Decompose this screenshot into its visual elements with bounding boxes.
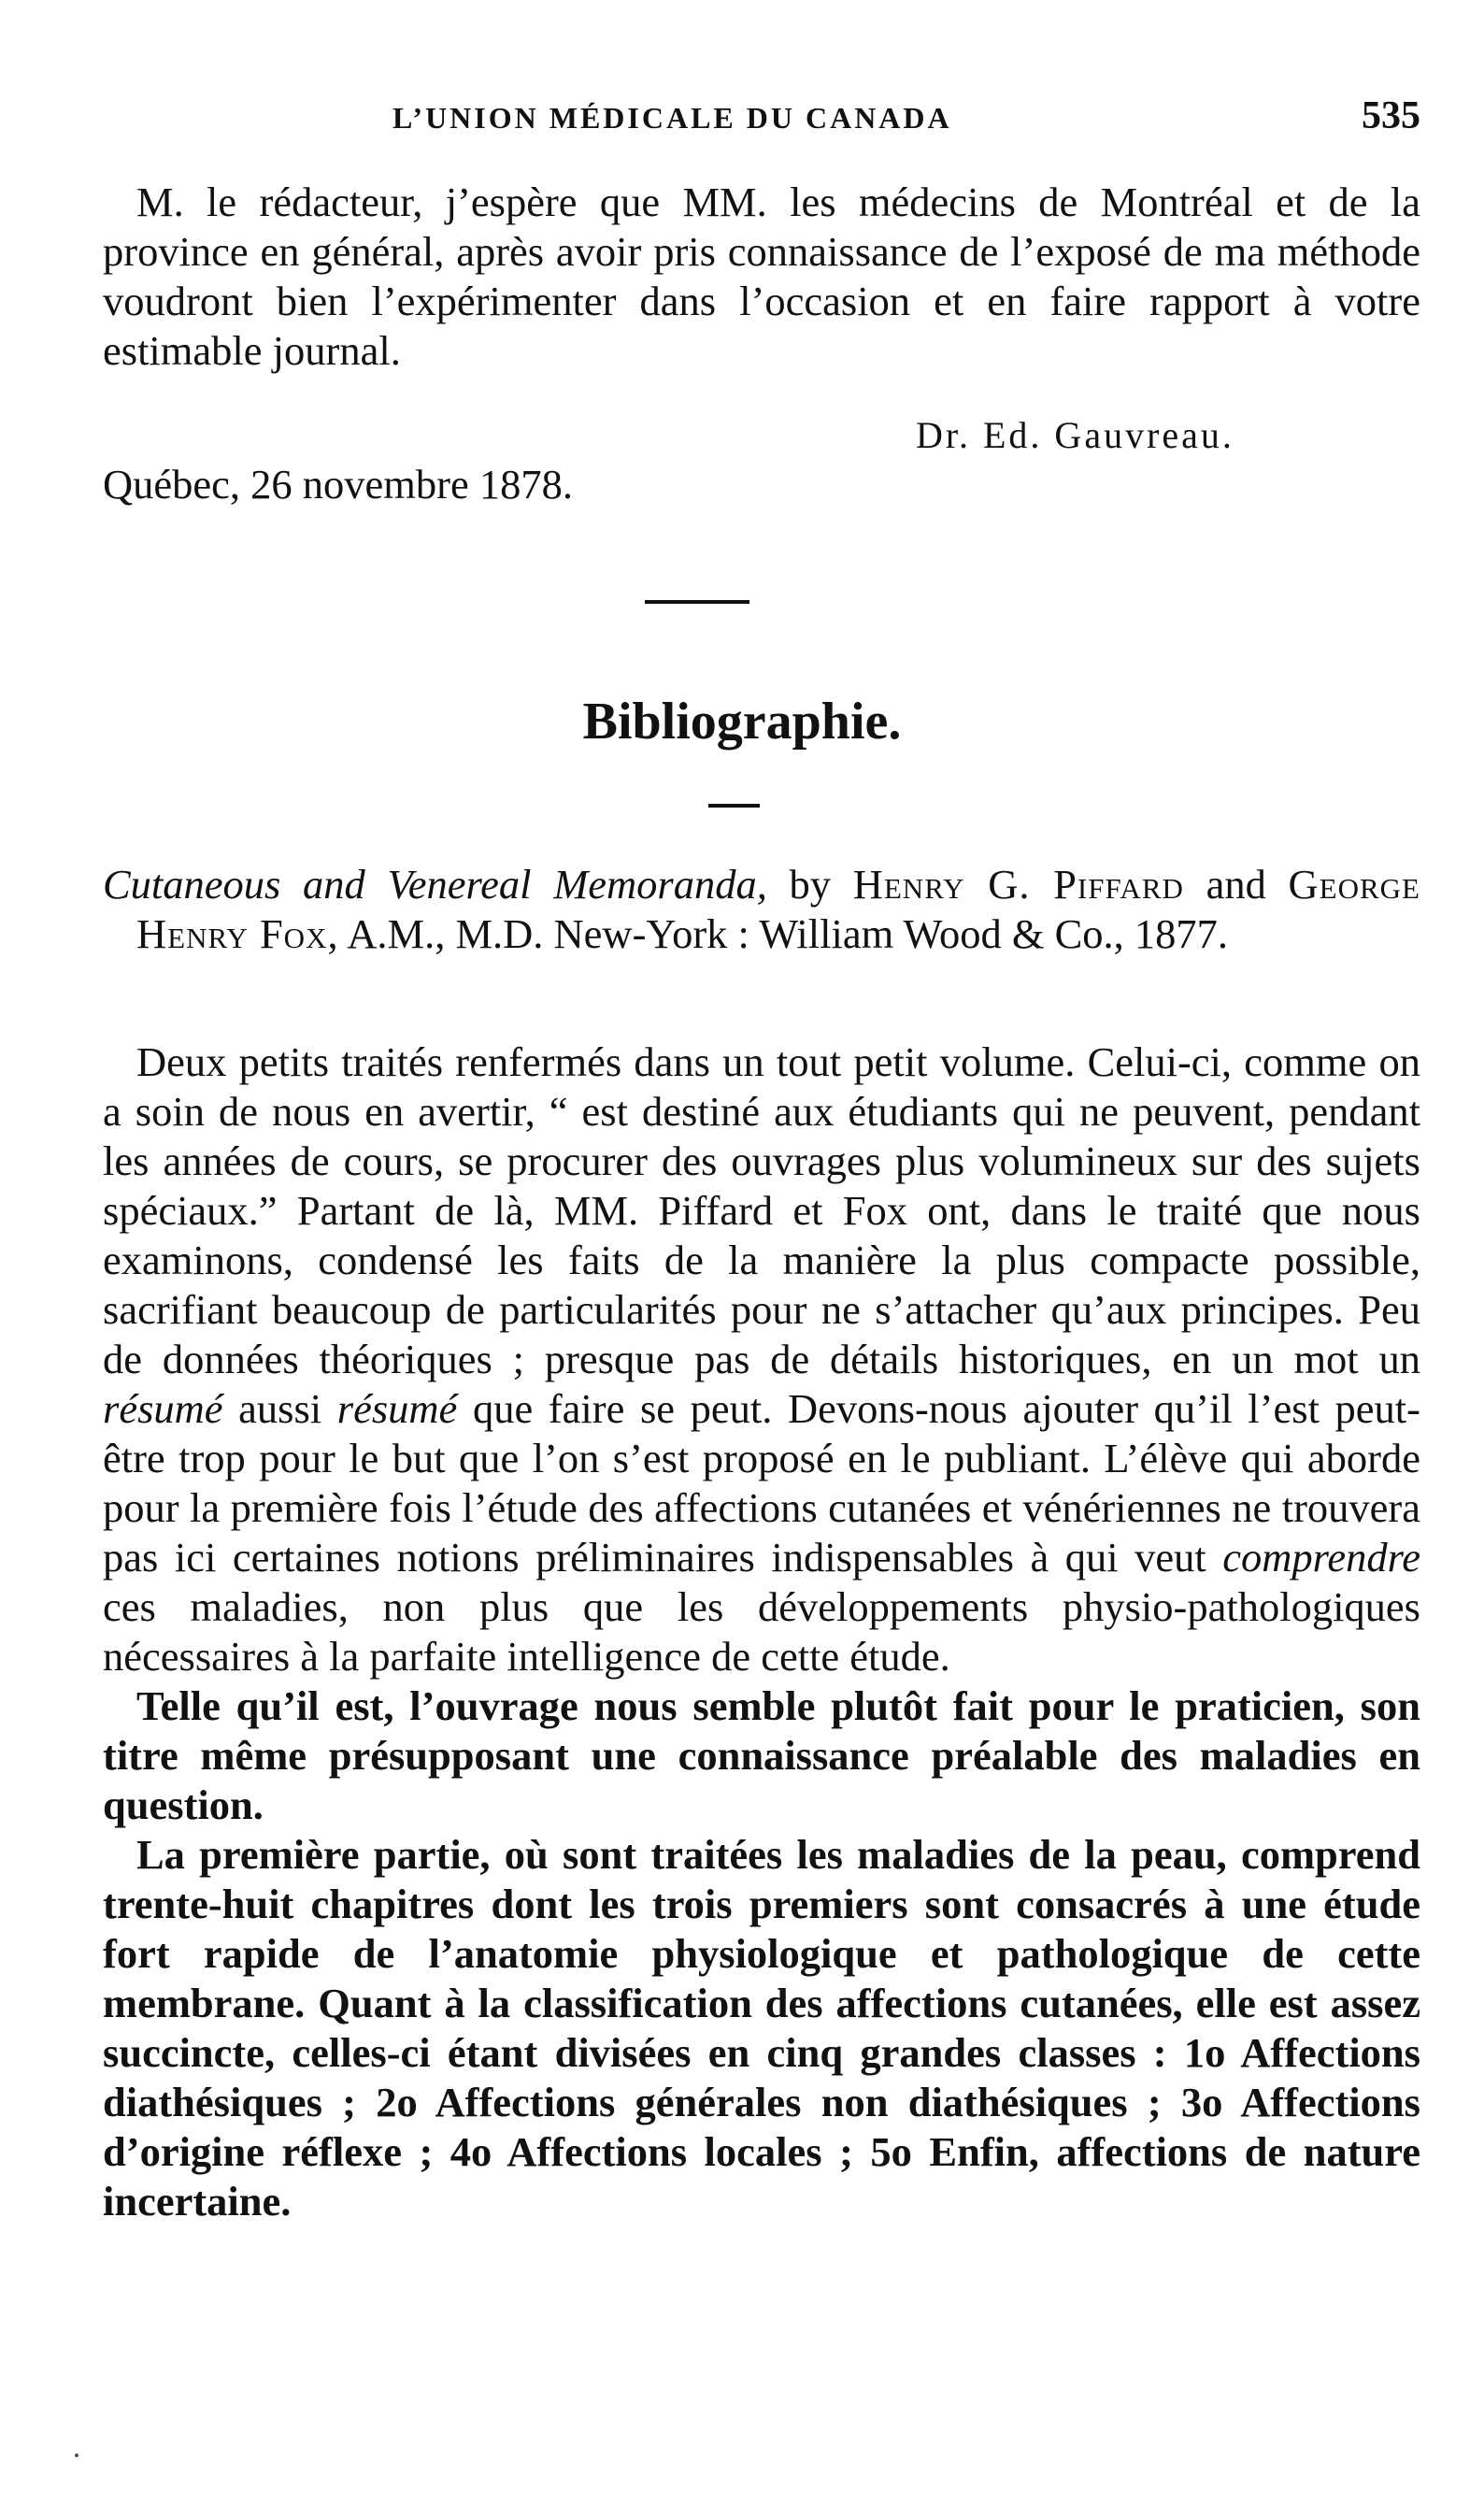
page-number: 535 [1362, 94, 1420, 137]
heading-underline [708, 804, 760, 808]
review-body [103, 1037, 1420, 2226]
citation-details: A.M., M.D. New-York : William Wood & Co., 1877. [338, 910, 1229, 957]
review-text: que faire se peut. Devons-nous ajouter qu’il l’est peut-être trop pour le but que l’on s’est proposé en le publiant. L’élève qui aborde pour la première fois l’étude des affections cutanées et vénériennes ne trouvera pas ici certaines notions préliminaires indispensables à qui veut [103, 1385, 1420, 1581]
book-title: Cutaneous and Venereal Memoranda, [103, 861, 767, 908]
section-heading: Bibliographie. [582, 693, 902, 751]
citation-by: by [766, 861, 853, 908]
citation-entry [103, 860, 1420, 959]
letter-closing [103, 178, 1420, 376]
signature: Dr. Ed. Gauvreau. [916, 414, 1234, 456]
citation [103, 860, 1420, 959]
review-text: Deux petits traités renfermés dans un tout petit volume. Celui-ci, comme on a soin de nous en avertir, “ est destiné aux étudiants qui ne peuvent, pendant les années de cours, se procurer des ouvrages plus volumineux sur des sujets spéciaux.” Partant de là, MM. Piffard et Fox ont, dans le traité que nous examinons, condensé les faits de la manière la plus compacte possible, sacrifiant beaucoup de particularités pour ne s’attacher qu’aux principes. Peu de données théoriques ; presque pas de détails historiques, en un mot un [103, 1038, 1420, 1382]
italic-comprendre: comprendre [1222, 1534, 1420, 1581]
section-divider [645, 600, 749, 604]
italic-resume-1: résumé [103, 1385, 223, 1432]
running-head [103, 93, 1420, 150]
review-text: aussi [222, 1385, 337, 1432]
running-title: L’UNION MÉDICALE DU CANADA [392, 101, 952, 135]
print-speck [75, 2454, 78, 2457]
italic-resume-2: résumé [336, 1385, 458, 1432]
dateline: Québec, 26 novembre 1878. [103, 461, 573, 508]
author-2: George Henry Fox, [136, 861, 1420, 957]
author-1: Henry G. Piffard [852, 861, 1184, 908]
review-paragraph-1 [103, 1037, 1420, 1681]
review-paragraph-2: Telle qu’il est, l’ouvrage nous semble plutôt fait pour le praticien, son titre même présupposant une connaissance préalable des maladies en question. [103, 1682, 1420, 1828]
review-text: ces maladies, non plus que les développements physio-pathologiques nécessaires à la parfaite intelligence de cette étude. [103, 1583, 1420, 1680]
citation-and: and [1183, 861, 1289, 908]
review-paragraph-3: La première partie, où sont traitées les maladies de la peau, comprend trente-huit chapitres dont les trois premiers sont consacrés à une étude fort rapide de l’anatomie physiologique et pathologique de cette membrane. Quant à la classification des affections cutanées, elle est assez succincte, celles-ci étant divisées en cinq grandes classes : 1o Affections diathésiques ; 2o Affections générales non diathésiques ; 3o Affections d’origine réflexe ; 4o Affections locales ; 5o Enfin, affections de nature incertaine. [103, 1831, 1420, 2225]
letter-paragraph: M. le rédacteur, j’espère que MM. les médecins de Montréal et de la province en général, après avoir pris connaissance de l’exposé de ma méthode voudront bien l’expérimenter dans l’occasion et en faire rapport à votre estimable journal. [103, 179, 1420, 374]
